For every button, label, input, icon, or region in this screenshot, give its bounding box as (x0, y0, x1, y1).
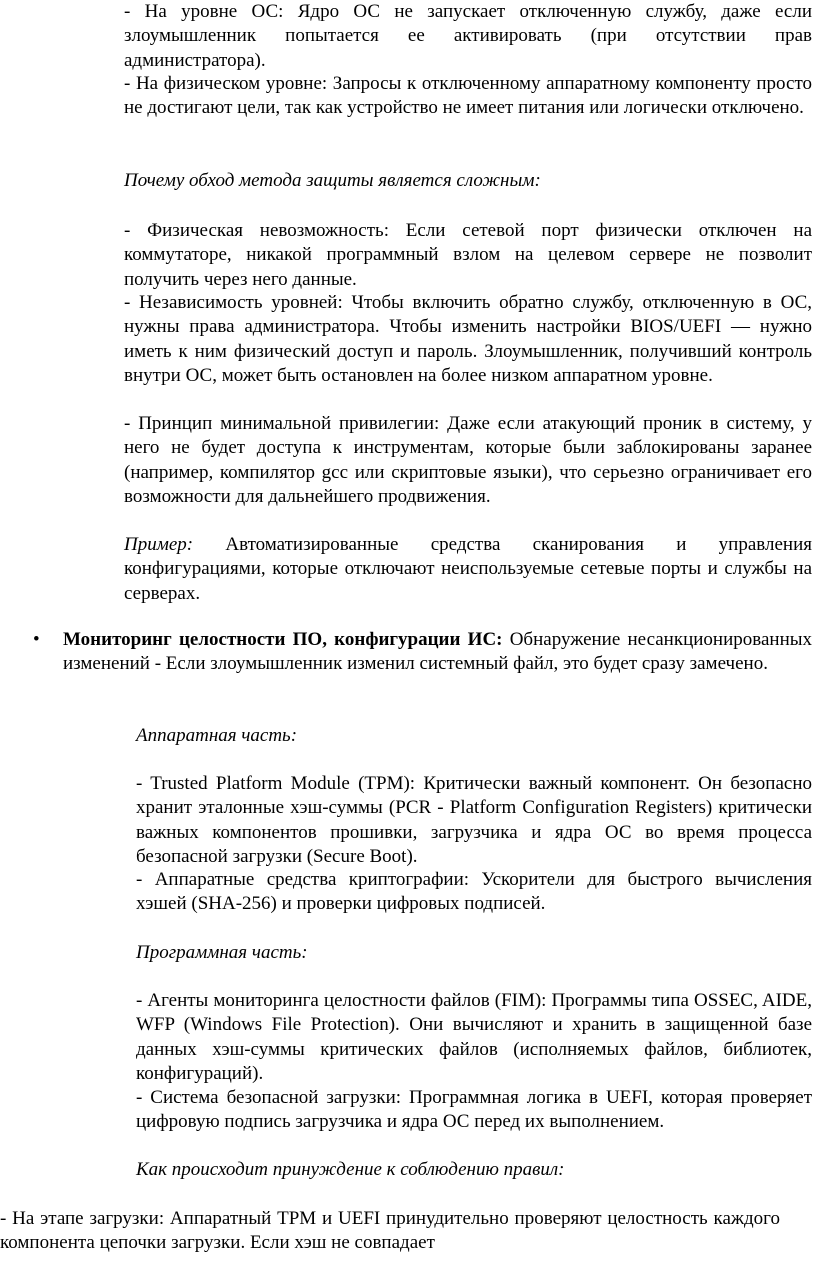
paragraph-secure-boot: - Система безопасной загрузки: Программная логика в UEFI, которая проверяет цифровую подпись загрузчика и ядра ОС перед их выполнением. (136, 1087, 812, 1133)
paragraph-example (124, 533, 812, 606)
heading-enforcement: Как происходит принуждение к соблюдению правил: (136, 1159, 565, 1180)
heading-software: Программная часть: (136, 942, 308, 963)
paragraph-level-independence: - Независимость уровней: Чтобы включить обратно службу, отключенную в ОС, нужны права администратора. Чтобы изменить настройки BIOS/UEFI — нужно иметь к ним физический доступ и пароль. Злоумышленник, получивший контроль внутри ОС, может быть остановлен на более низком аппаратном уровне. (124, 292, 812, 386)
bullet-icon: • (33, 629, 40, 650)
heading-bypass-difficulty: Почему обход метода защиты является сложным: (124, 170, 541, 191)
paragraph-boot-stage: - На этапе загрузки: Аппаратный TPM и UEFI принудительно проверяют целостность каждого компонента цепочки загрузки. Если хэш не совпадает (0, 1208, 780, 1254)
example-text: Автоматизированные средства сканирования и управления конфигурациями, которые отключают неиспользуемые сетевые порты и службы на серверах. (124, 534, 812, 604)
bullet-title: Мониторинг целостности ПО, конфигурации ИС: (63, 629, 503, 650)
heading-hardware: Аппаратная часть: (136, 725, 298, 746)
paragraph-crypto-hardware: - Аппаратные средства криптографии: Ускорители для быстрого вычисления хэшей (SHA-256) и проверки цифровых подписей. (136, 869, 812, 915)
bullet-integrity-monitoring (63, 628, 812, 677)
paragraph-physical-impossibility: - Физическая невозможность: Если сетевой порт физически отключен на коммутаторе, никакой программный взлом на целевом сервере не позволит получить через него данные. (124, 220, 812, 290)
bullet-text: Обнаружение несанкционированных изменений - Если злоумышленник изменил системный файл, это будет сразу замечено. (63, 629, 812, 675)
paragraph-least-privilege: - Принцип минимальной привилегии: Даже если атакующий проник в систему, у него не будет доступа к инструментам, которые были заблокированы заранее (например, компилятор gcc или скриптовые языки), что серьезно ограничивает его возможности для дальнейшего продвижения. (124, 413, 812, 507)
paragraph-os-level: - На уровне ОС: Ядро ОС не запускает отключенную службу, даже если злоумышленник попытается ее активировать (при отсутствии прав администратора). (124, 1, 812, 71)
paragraph-tpm: - Trusted Platform Module (TPM): Критически важный компонент. Он безопасно хранит эталонные хэш-суммы (PCR - Platform Configuration Registers) критически важных компонентов прошивки, загрузчика и ядра ОС во время процесса безопасной загрузки (Secure Boot). (136, 773, 812, 867)
paragraph-physical-level: - На физическом уровне: Запросы к отключенному аппаратному компоненту просто не достигают цели, так как устройство не имеет питания или логически отключено. (124, 73, 812, 119)
paragraph-fim: - Агенты мониторинга целостности файлов (FIM): Программы типа OSSEC, AIDE, WFP (Windows File Protection). Они вычисляют и хранить в защищенной базе данных хэш-суммы критических файлов (исполняемых файлов, библиотек, конфигураций). (136, 990, 812, 1084)
example-label: Пример: (124, 534, 194, 555)
